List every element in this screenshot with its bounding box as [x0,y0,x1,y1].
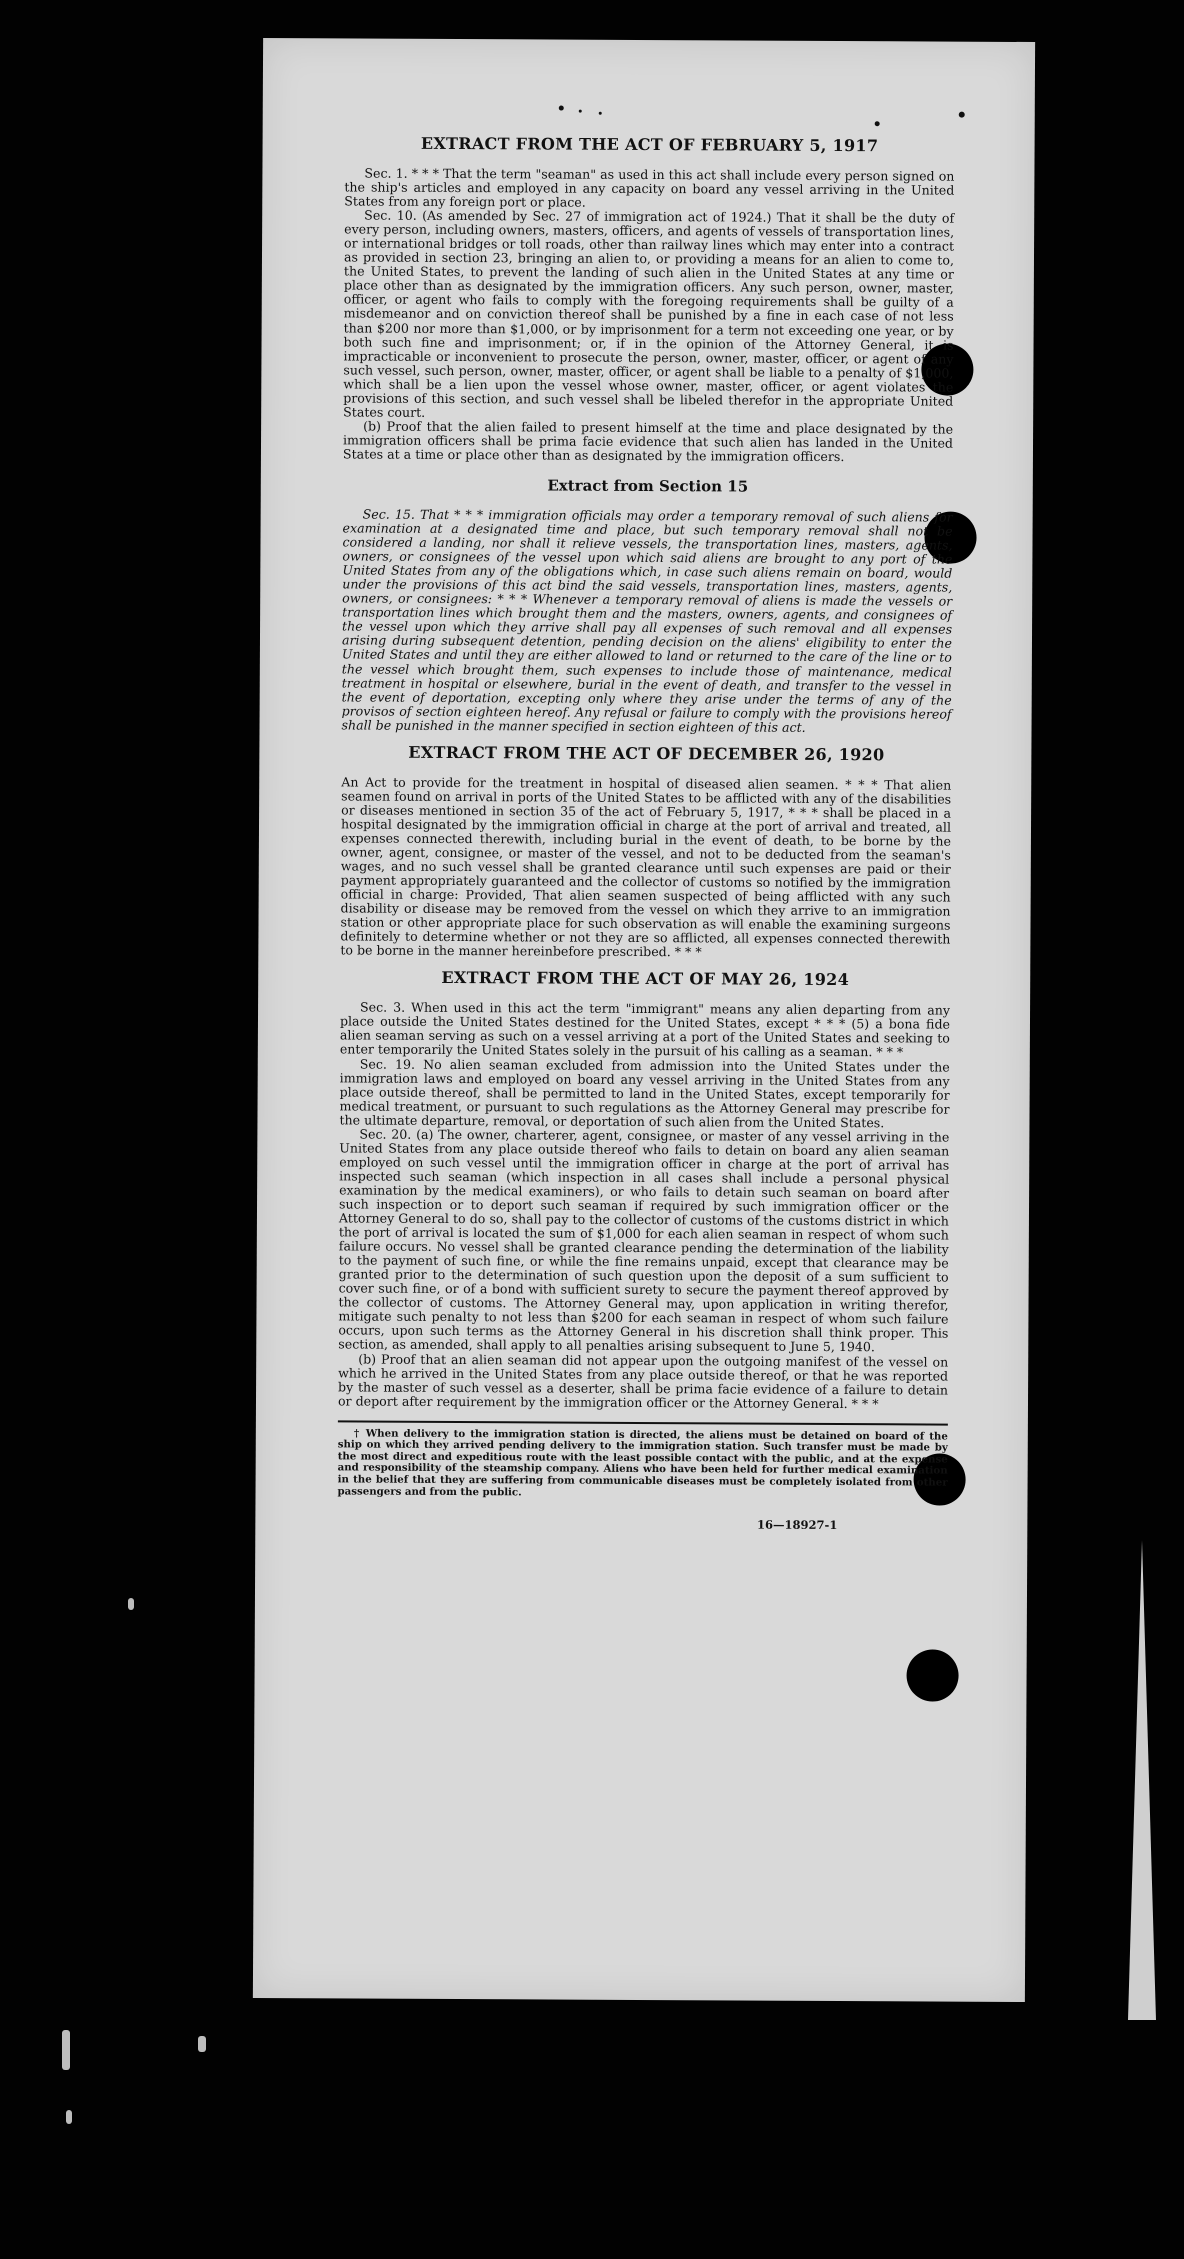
paragraph: (b) Proof that the alien failed to present himself at the time and place designated by the immigration officers shall be prima facie evidence that such alien has landed in the United States at a time or place other than as designated by the immigration officers. [342,418,954,464]
paragraph: An Act to provide for the treatment in hospital of diseased alien seamen. * * * That alien seamen found on arrival in ports of the United States to be afflicted with any of the disabilities or diseases mentioned in section 35 of the act of February 5, 1917, * * * shall be placed in a hospital designated by the immigration official in charge at the port of arrival and treated, all expenses connected therewith, including burial in the event of death, to be borne by the owner, agent, consignee, or master of the vessel, and not to be deducted from the seaman's wages, and no such vessel shall be granted clearance until such expenses are paid or their payment appropriately guaranteed and the collector of customs so notified by the immigration official in charge: Provided, That alien seamen suspected of being afflicted with any such disability or disease may be removed from the vessel on which they arrive to an immigration station or other appropriate place for such observation as will enable the examining surgeons definitely to determine whether or not they are so afflicted, all expenses connected therewith to be borne in the manner hereinbefore prescribed. * * * [340,774,952,960]
scan-speck [128,1598,134,1610]
print-dot [559,106,564,111]
scan-speck [62,2030,70,2070]
punch-hole [906,1649,958,1701]
print-dot [875,121,880,126]
paragraph: Sec. 19. No alien seaman excluded from admission into the United States under the immigration laws and employed on board any vessel arriving in the United States from any place outside thereof, shall be permitted to land in the United States, except temporarily for medical treatment, or pursuant to such regulations as the Attorney General may prescribe for the ultimate departure, removal, or deportation of such alien from the United States. [339,1056,950,1130]
document-page [253,38,1035,2002]
form-number: 16—18927-1 [757,1517,838,1533]
footnote: † When delivery to the immigration station is directed, the aliens must be detained on board of the ship on which they arrived pending delivery to the immigration station. Such transfer must be made by the most direct and expeditious route with the least possible contact with the public, and at the expense and responsibility of the steamship company. Aliens who have been held for further medical examination in the belief that they are suffering from communicable diseases must be completely isolated from other passengers and from the public. [337,1427,948,1499]
scan-speck [198,2036,206,2052]
paragraph: Sec. 3. When used in this act the term "immigrant" means any alien departing from any place outside the United States destined for the United States, except * * * (5) a bona fide alien seaman serving as such on a vessel arriving at a port of the United States and seeking to enter temporarily the United States solely in the pursuit of his calling as a seaman. * * * [339,999,951,1060]
print-dot [959,112,965,118]
section-subheading: Extract from Section 15 [547,476,749,496]
paragraph: Sec. 20. (a) The owner, charterer, agent, consignee, or master of any vessel arriving in the United States from any place outside thereof who fails to detain on board any alien seaman employed on such vessel until the immigration officer in charge at the port of arrival has inspected such seaman (which inspection in all cases shall include a personal physical examination by the medical examiners), or who fails to detain such seaman on board after such inspection or to deport such seaman if required by such immigration officer or the Attorney General to do so, shall pay to the collector of customs of the customs district in which the port of arrival is located the sum of $1,000 for each alien seaman in respect of whom such failure occurs. No vessel shall be granted clearance pending the determination of the liability to the payment of such fine, or while the fine remains unpaid, except that clearance may be granted prior to the determination of such question upon the deposit of a sum sufficient to cover such fine, or of a bond with sufficient surety to secure the payment thereof approved by the collector of customs. The Attorney General may, upon application in writing therefor, mitigate such penalty to not less than $200 for each seaman in respect of whom such failure occurs, upon such terms as the Attorney General in his discretion shall think proper. This section, as amended, shall apply to all penalties arising subsequent to June 5, 1940. [338,1126,950,1355]
paragraph: Sec. 15. That * * * immigration officials may order a temporary removal of such aliens for examination at a designated time and place, but such temporary removal shall not be considered a landing, nor shall it relieve vessels, the transportation lines, masters, agents, owners, or consignees of the vessel upon which said aliens are brought to any port of the United States from any of the obligations which, in case such aliens remain on board, would under the provisions of this act bind the said vessels, transportation lines, masters, agents, owners, or consignees: * * * Whenever a temporary removal of aliens is made the vessels or transportation lines which brought them and the masters, owners, agents, and consignees of the vessel upon which they arrive shall pay all expenses of such removal and all expenses arising during subsequent detention, pending decision on the aliens' eligibility to enter the United States and until they are either allowed to land or returned to the care of the line or to the vessel which brought them, such expenses to include those of maintenance, medical treatment in hospital or elsewhere, burial in the event of death, and transfer to the vessel in the event of deportation, excepting only where they arise under the terms of any of the provisos of section eighteen hereof. Any refusal or failure to comply with the provisions hereof shall be punished in the manner specified in section eighteen of this act. [341,506,953,735]
paragraph: Sec. 1. * * * That the term "seaman" as used in this act shall include every person signed on the ship's articles and employed in any capacity on board any vessel arriving in the United States from any foreign port or place. [344,165,955,210]
section-heading: EXTRACT FROM THE ACT OF MAY 26, 1924 [441,968,850,990]
section-heading: EXTRACT FROM THE ACT OF DECEMBER 26, 1920 [408,742,885,764]
paragraph: Sec. 10. (As amended by Sec. 27 of immigration act of 1924.) That it shall be the duty of every person, including owners, masters, officers, and agents of vessels of transportation lines, or international bridges or toll roads, other than railway lines which may enter into a contract as provided in section 23, bringing an alien to, or providing a means for an alien to come to, the United States, to prevent the landing of such alien in the United States at any time or place other than as designated by the immigration officers. Any such person, owner, master, officer, or agent who fails to comply with the foregoing requirements shall be guilty of a misdemeanor and on conviction thereof shall be punished by a fine in each case of not less than $200 nor more than $1,000, or by imprisonment for a term not exceeding one year, or by both such fine and imprisonment; or, if in the opinion of the Attorney General, it is impracticable or inconvenient to prosecute the person, owner, master, officer, or agent of any such vessel, such person, owner, master, officer, or agent shall be liable to a penalty of $1,000, which shall be a lien upon the vessel whose owner, master, officer, or agent violates the provisions of this section, and such vessel shall be libeled therefor in the appropriate United States court. [343,207,955,420]
print-dot [599,112,602,115]
paragraph: (b) Proof that an alien seaman did not appear upon the outgoing manifest of the vessel on which he arrived in the United States from any place outside thereof, or that he was reported by the master of such vessel as a deserter, shall be prima facie evidence of a failure to detain or deport after requirement by the immigration officer or the Attorney General. * * * [337,1351,949,1411]
section-heading: EXTRACT FROM THE ACT OF FEBRUARY 5, 1917 [420,133,879,156]
footnote-divider [338,1420,948,1425]
print-dot [579,110,582,113]
adjacent-page-edge [1128,1540,1156,2020]
document-text [337,133,954,1532]
scan-speck [66,2110,72,2124]
